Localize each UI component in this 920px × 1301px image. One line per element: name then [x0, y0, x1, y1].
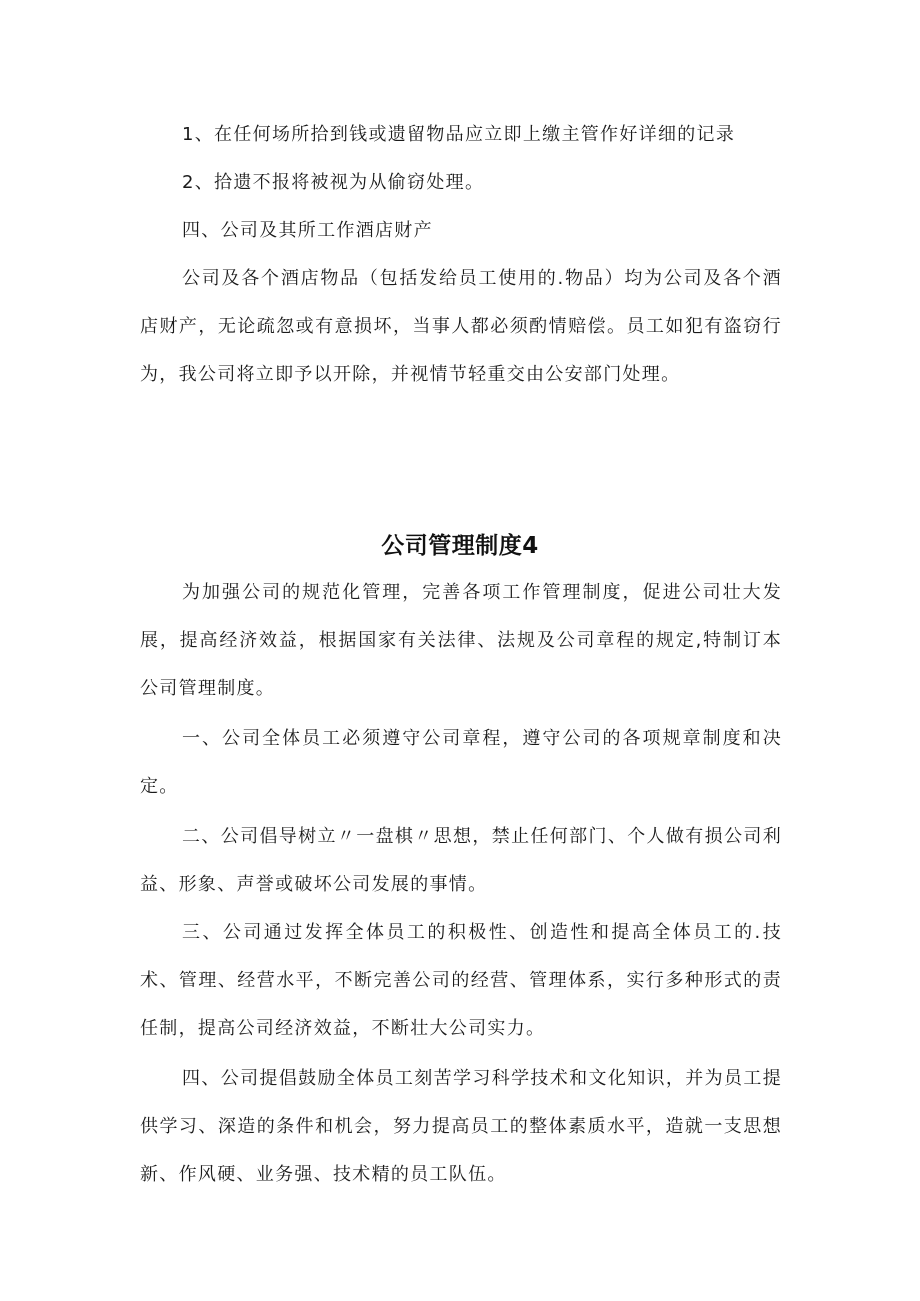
item-2-paragraph: 2、拾遗不报将被视为从偷窃处理。: [182, 172, 485, 193]
rule-1-paragraph: 一、公司全体员工必须遵守公司章程，遵守公司的各项规章制度和决定。: [140, 728, 782, 797]
rule-3-paragraph: 三、公司通过发挥全体员工的积极性、创造性和提高全体员工的.技术、管理、经营水平，不断完善公司的经营、管理体系，实行多种形式的责任制，提高公司经济效益，不断壮大公司实力。: [140, 922, 782, 1039]
intro-paragraph: 为加强公司的规范化管理，完善各项工作管理制度，促进公司壮大发展，提高经济效益，根据国家有关法律、法规及公司章程的规定,特制订本公司管理制度。: [140, 582, 782, 699]
document-title: 公司管理制度4: [381, 533, 539, 559]
item-1-paragraph: 1、在任何场所拾到钱或遗留物品应立即上缴主管作好详细的记录: [182, 124, 736, 145]
section-heading-property: 四、公司及其所工作酒店财产: [182, 220, 433, 241]
rule-4-paragraph: 四、公司提倡鼓励全体员工刻苦学习科学技术和文化知识，并为员工提供学习、深造的条件和机会，努力提高员工的整体素质水平，造就一支思想新、作风硬、业务强、技术精的员工队伍。: [140, 1068, 782, 1185]
rule-2-paragraph: 二、公司倡导树立〃一盘棋〃思想，禁止任何部门、个人做有损公司利益、形象、声誉或破坏公司发展的事情。: [140, 826, 782, 895]
property-paragraph: 公司及各个酒店物品（包括发给员工使用的.物品）均为公司及各个酒店财产，无论疏忽或有意损坏，当事人都必须酌情赔偿。员工如犯有盗窃行为，我公司将立即予以开除，并视情节轻重交由公安部门处理。: [140, 268, 782, 385]
